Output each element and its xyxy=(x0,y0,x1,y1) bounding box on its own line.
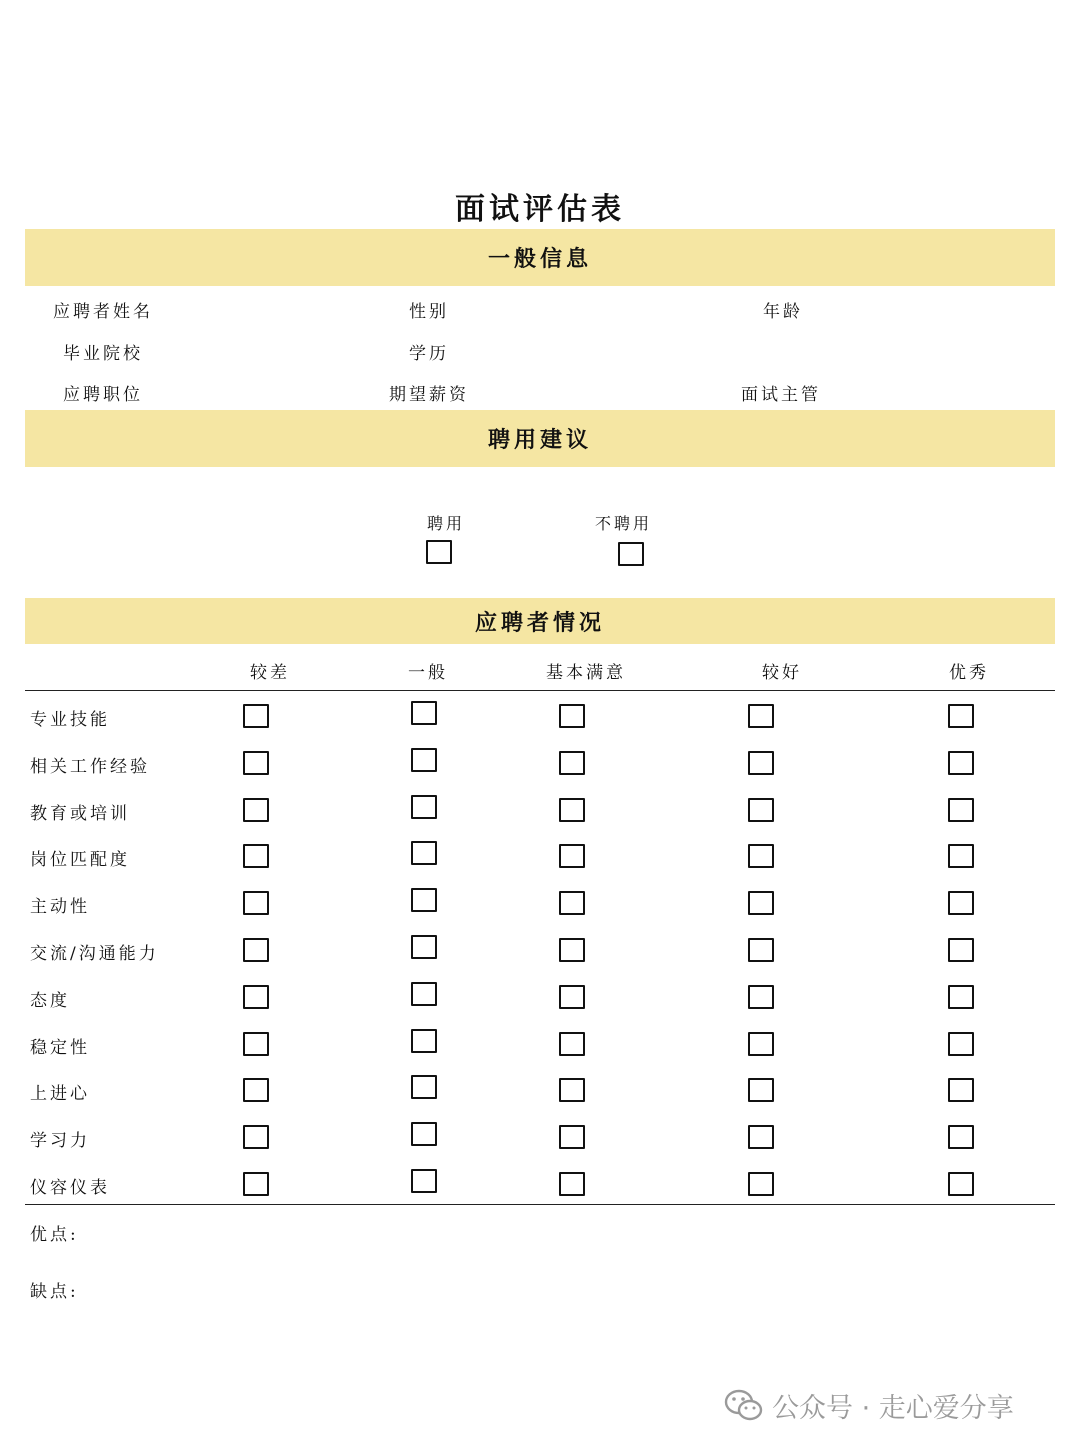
page-title: 面试评估表 xyxy=(455,192,625,227)
checkbox-average[interactable] xyxy=(411,888,437,912)
criterion-label: 教育或培训 xyxy=(30,804,130,824)
checkbox-average[interactable] xyxy=(411,982,437,1006)
section-title-recommendation: 聘用建议 xyxy=(487,427,592,453)
watermark xyxy=(724,1386,1014,1425)
criterion-label: 态度 xyxy=(30,991,70,1011)
label-age: 年龄 xyxy=(763,302,803,322)
label-position: 应聘职位 xyxy=(63,385,143,405)
label-interview-supervisor: 面试主管 xyxy=(741,385,821,405)
checkbox-satisfactory[interactable] xyxy=(559,1172,585,1196)
checkbox-good[interactable] xyxy=(748,1032,774,1056)
wechat-icon xyxy=(724,1389,764,1423)
checkbox-satisfactory[interactable] xyxy=(559,844,585,868)
checkbox-poor[interactable] xyxy=(243,1125,269,1149)
checkbox-poor[interactable] xyxy=(243,891,269,915)
checkbox-satisfactory[interactable] xyxy=(559,704,585,728)
checkbox-satisfactory[interactable] xyxy=(559,985,585,1009)
checkbox-poor[interactable] xyxy=(243,985,269,1009)
criterion-label: 稳定性 xyxy=(30,1038,90,1058)
criterion-label: 交流/沟通能力 xyxy=(30,944,159,964)
checkbox-excellent[interactable] xyxy=(948,844,974,868)
checkbox-excellent[interactable] xyxy=(948,985,974,1009)
criterion-label: 专业技能 xyxy=(30,710,110,730)
watermark-text: 公众号 · 走心爱分享 xyxy=(772,1393,1014,1424)
checkbox-not-hire[interactable] xyxy=(618,542,644,566)
checkbox-satisfactory[interactable] xyxy=(559,798,585,822)
checkbox-excellent[interactable] xyxy=(948,751,974,775)
label-hire: 聘用 xyxy=(427,514,466,533)
checkbox-average[interactable] xyxy=(411,841,437,865)
column-header-satisfactory: 基本满意 xyxy=(546,663,626,683)
table-bottom-rule xyxy=(25,1204,1055,1205)
checkbox-satisfactory[interactable] xyxy=(559,751,585,775)
label-pros: 优点: xyxy=(30,1225,79,1245)
checkbox-satisfactory[interactable] xyxy=(559,1125,585,1149)
checkbox-excellent[interactable] xyxy=(948,1125,974,1149)
checkbox-excellent[interactable] xyxy=(948,1032,974,1056)
criterion-label: 仪容仪表 xyxy=(30,1178,110,1198)
checkbox-average[interactable] xyxy=(411,701,437,725)
checkbox-good[interactable] xyxy=(748,844,774,868)
criterion-label: 上进心 xyxy=(30,1084,90,1104)
checkbox-excellent[interactable] xyxy=(948,1078,974,1102)
checkbox-hire[interactable] xyxy=(426,540,452,564)
label-school: 毕业院校 xyxy=(63,344,143,364)
checkbox-satisfactory[interactable] xyxy=(559,1078,585,1102)
checkbox-average[interactable] xyxy=(411,935,437,959)
criterion-label: 学习力 xyxy=(30,1131,90,1151)
checkbox-excellent[interactable] xyxy=(948,1172,974,1196)
checkbox-good[interactable] xyxy=(748,891,774,915)
checkbox-average[interactable] xyxy=(411,748,437,772)
checkbox-average[interactable] xyxy=(411,795,437,819)
label-applicant-name: 应聘者姓名 xyxy=(53,302,153,322)
checkbox-average[interactable] xyxy=(411,1075,437,1099)
checkbox-good[interactable] xyxy=(748,751,774,775)
column-header-poor: 较差 xyxy=(250,663,290,683)
checkbox-good[interactable] xyxy=(748,1125,774,1149)
checkbox-poor[interactable] xyxy=(243,1078,269,1102)
checkbox-good[interactable] xyxy=(748,938,774,962)
checkbox-poor[interactable] xyxy=(243,751,269,775)
checkbox-excellent[interactable] xyxy=(948,938,974,962)
criterion-label: 岗位匹配度 xyxy=(30,850,130,870)
checkbox-average[interactable] xyxy=(411,1169,437,1193)
criterion-label: 主动性 xyxy=(30,897,90,917)
checkbox-good[interactable] xyxy=(748,1078,774,1102)
checkbox-poor[interactable] xyxy=(243,844,269,868)
column-header-good: 较好 xyxy=(762,663,802,683)
checkbox-poor[interactable] xyxy=(243,1172,269,1196)
checkbox-poor[interactable] xyxy=(243,798,269,822)
section-title-candidate: 应聘者情况 xyxy=(474,609,605,636)
checkbox-excellent[interactable] xyxy=(948,891,974,915)
checkbox-poor[interactable] xyxy=(243,1032,269,1056)
checkbox-good[interactable] xyxy=(748,704,774,728)
checkbox-poor[interactable] xyxy=(243,938,269,962)
section-header-recommendation xyxy=(25,410,1055,467)
label-expected-salary: 期望薪资 xyxy=(389,385,469,405)
section-header-candidate xyxy=(25,598,1055,644)
section-header-general xyxy=(25,229,1055,286)
checkbox-poor[interactable] xyxy=(243,704,269,728)
label-education: 学历 xyxy=(409,344,449,364)
table-top-rule xyxy=(25,690,1055,691)
checkbox-good[interactable] xyxy=(748,985,774,1009)
checkbox-excellent[interactable] xyxy=(948,704,974,728)
checkbox-satisfactory[interactable] xyxy=(559,1032,585,1056)
checkbox-good[interactable] xyxy=(748,1172,774,1196)
checkbox-average[interactable] xyxy=(411,1122,437,1146)
label-not-hire: 不聘用 xyxy=(595,514,653,533)
checkbox-satisfactory[interactable] xyxy=(559,938,585,962)
label-cons: 缺点: xyxy=(30,1282,79,1302)
column-header-excellent: 优秀 xyxy=(949,663,989,683)
checkbox-excellent[interactable] xyxy=(948,798,974,822)
checkbox-good[interactable] xyxy=(748,798,774,822)
checkbox-average[interactable] xyxy=(411,1029,437,1053)
section-title-general: 一般信息 xyxy=(487,246,592,272)
label-gender: 性别 xyxy=(409,302,449,322)
criterion-label: 相关工作经验 xyxy=(30,757,150,777)
column-header-average: 一般 xyxy=(408,663,448,683)
checkbox-satisfactory[interactable] xyxy=(559,891,585,915)
